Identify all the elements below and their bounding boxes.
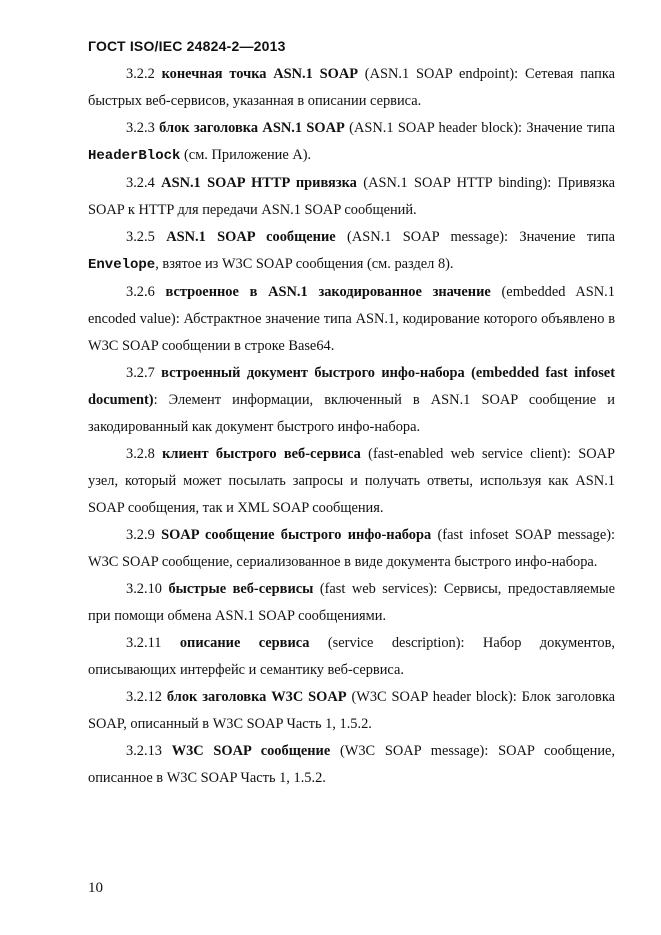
- term: встроенный документ быстрого инфо-набора (embedded fast infoset document): [88, 365, 615, 408]
- clause-number: 3.2.8: [126, 446, 155, 462]
- clause-number: 3.2.10: [126, 581, 162, 597]
- term: SOAP сообщение быстрого инфо-набора: [161, 527, 432, 543]
- clause-number: 3.2.9: [126, 527, 155, 543]
- definition-text: (W3C SOAP message): SOAP сообщение, описанное в W3C SOAP Часть 1, 1.5.2.: [88, 743, 616, 786]
- definition-text-tail: (см. Приложение А).: [180, 147, 312, 163]
- clause-number: 3.2.11: [126, 635, 162, 651]
- term: блок заголовка W3C SOAP: [166, 689, 347, 705]
- definition-text: (fast-enabled web service client): SOAP узел, который может посылать запросы и получать ответы, используя как ASN.1 SOAP сообщения, так и XML SOAP сообщения.: [88, 446, 615, 516]
- definition-3-2-5: [88, 224, 615, 279]
- definition-text-tail: , взятое из W3C SOAP сообщения (см. раздел 8).: [155, 256, 454, 272]
- definition-text: (ASN.1 SOAP endpoint): Сетевая папка быстрых веб-сервисов, указанная в описании сервиса.: [88, 66, 615, 109]
- clause-number: 3.2.13: [126, 743, 162, 759]
- definition-3-2-10: [88, 576, 615, 630]
- definition-3-2-9: [88, 522, 615, 576]
- clause-number: 3.2.5: [126, 229, 155, 245]
- definition-text: (W3C SOAP header block): Блок заголовка SOAP, описанный в W3C SOAP Часть 1, 1.5.2.: [88, 689, 615, 732]
- clause-number: 3.2.6: [126, 284, 155, 300]
- term: описание сервиса: [179, 635, 310, 651]
- definition-text: (ASN.1 SOAP message): Значение типа: [335, 229, 616, 245]
- definition-3-2-12: [88, 684, 615, 738]
- definition-text: (embedded ASN.1 encoded value): Абстрактное значение типа ASN.1, кодирование которого объявлено в W3C SOAP сообщении в строке Base64.: [88, 284, 615, 354]
- term: конечная точка ASN.1 SOAP: [161, 66, 359, 82]
- document-body: [88, 61, 615, 792]
- term: W3C SOAP сообщение: [171, 743, 331, 759]
- page-number: 10: [88, 880, 103, 896]
- definition-text: (ASN.1 SOAP header block): Значение типа: [344, 120, 615, 136]
- clause-number: 3.2.12: [126, 689, 162, 705]
- definition-3-2-7: [88, 360, 615, 441]
- code-type-name: Envelope: [88, 257, 156, 273]
- document-header: ГОСТ ISO/IEC 24824-2—2013: [88, 38, 286, 54]
- term: ASN.1 SOAP сообщение: [166, 229, 336, 245]
- definition-text: (service description): Набор документов, описывающих интерфейс и семантику веб-сервиса.: [88, 635, 615, 678]
- code-type-name: HeaderBlock: [88, 148, 181, 164]
- definition-3-2-6: [88, 279, 615, 360]
- clause-number: 3.2.7: [126, 365, 155, 381]
- definition-text: (fast infoset SOAP message): W3C SOAP сообщение, сериализованное в виде документа быстрого инфо-набора.: [88, 527, 615, 570]
- definition-3-2-2: [88, 61, 615, 115]
- term: ASN.1 SOAP HTTP привязка: [161, 175, 357, 191]
- term: быстрые веб-сервисы: [168, 581, 314, 597]
- term: клиент быстрого веб-сервиса: [162, 446, 361, 462]
- definition-text: (fast web services): Сервисы, предоставляемые при помощи обмена ASN.1 SOAP сообщениями.: [88, 581, 615, 624]
- term: встроенное в ASN.1 закодированное значение: [165, 284, 491, 300]
- term: блок заголовка ASN.1 SOAP: [159, 120, 345, 136]
- definition-text: : Элемент информации, включенный в ASN.1 SOAP сообщение и закодированный как документ быстрого инфо-набора.: [88, 392, 615, 435]
- definition-text: (ASN.1 SOAP HTTP binding): Привязка SOAP к HTTP для передачи ASN.1 SOAP сообщений.: [88, 175, 615, 218]
- definition-3-2-4: [88, 170, 615, 224]
- definition-3-2-11: [88, 630, 615, 684]
- clause-number: 3.2.4: [126, 175, 155, 191]
- clause-number: 3.2.2: [126, 66, 155, 82]
- definition-3-2-13: [88, 738, 615, 792]
- definition-3-2-8: [88, 441, 615, 522]
- clause-number: 3.2.3: [126, 120, 155, 136]
- definition-3-2-3: [88, 115, 615, 170]
